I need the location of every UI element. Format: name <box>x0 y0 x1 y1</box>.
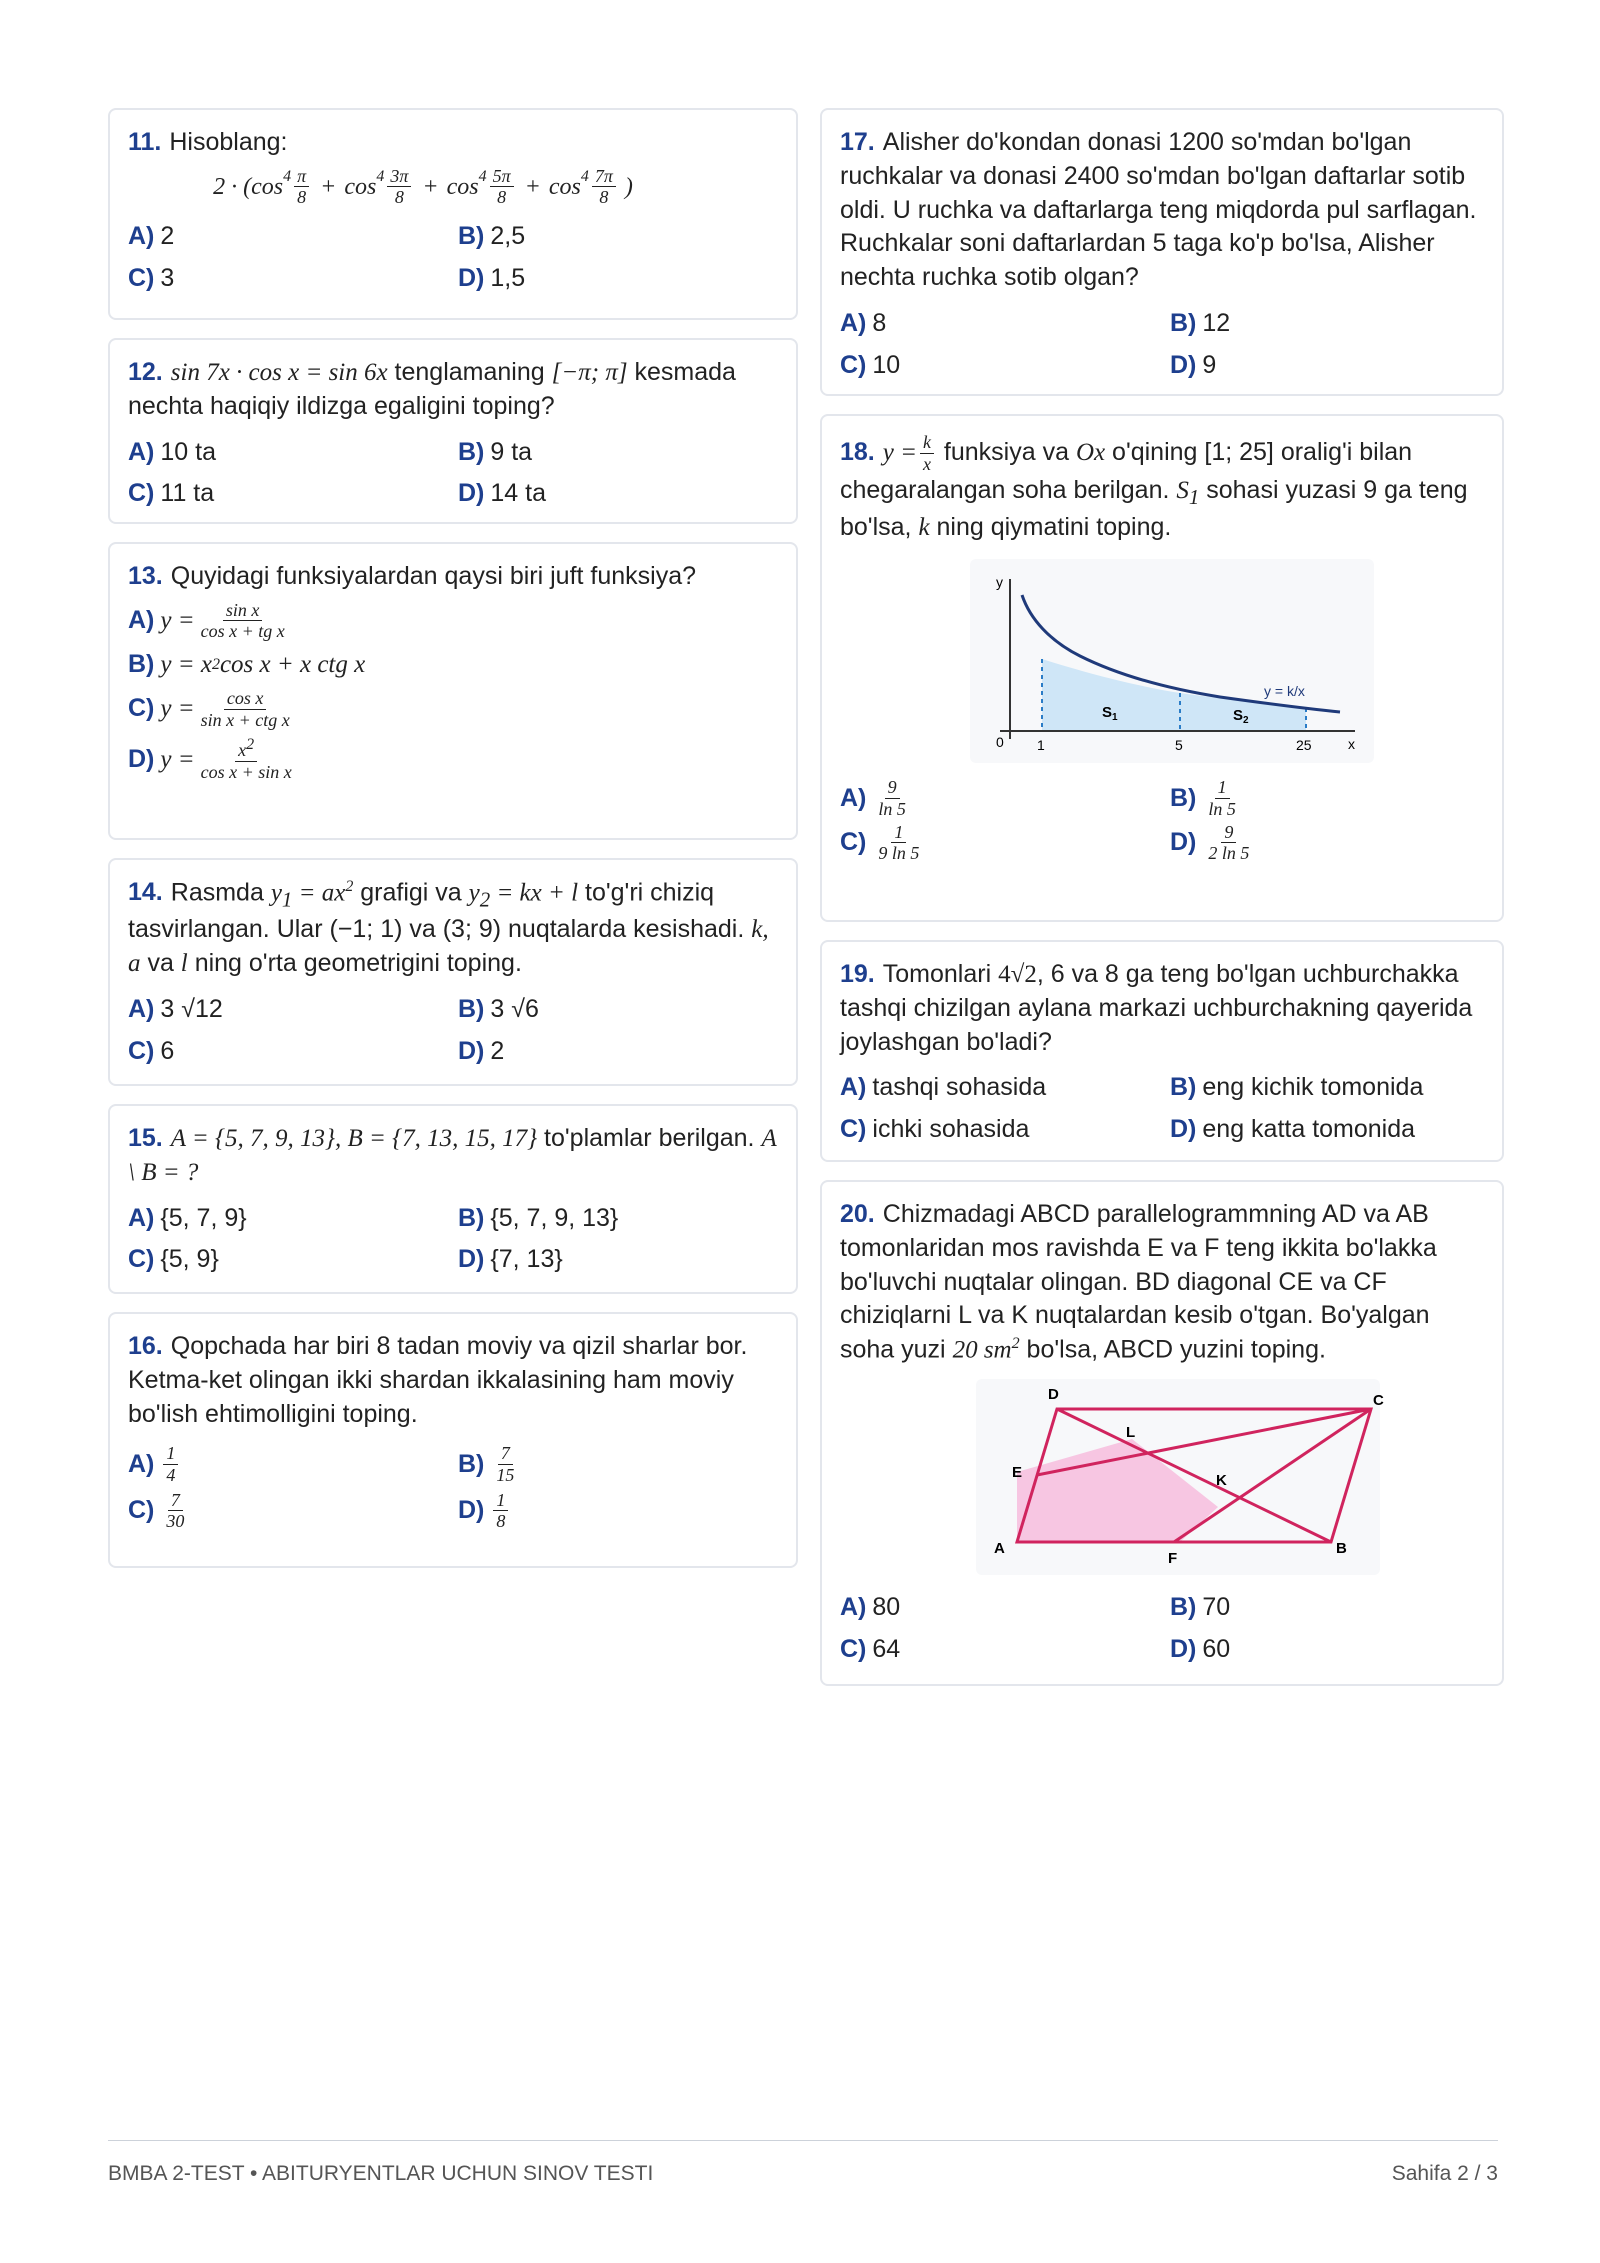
y-axis-label: y <box>996 574 1003 591</box>
question-number: 20. <box>840 1200 875 1228</box>
option-fraction: $\frac{1}{8}$ <box>493 1490 508 1532</box>
option-letter: C) <box>840 350 867 379</box>
option-letter: B) <box>458 222 485 251</box>
option-d[interactable] <box>458 1243 778 1277</box>
formula: 2 · ( cos $^4$ $\frac{\pi}{8}$ + cos $^4$ $\frac{3\pi}{8}$ + cos $^4$ $\frac{5\pi}{8}$ + cos $^4$ $\frac{7\pi}{8}$ ) <box>213 165 633 208</box>
question-14: 14. Rasmda $y_1 = ax^2$ grafigi va $y_2$ = kx + l to'g'ri chiziq tasvirlangan. Ular (−1; 1) va (3; 9) nuqtalarda kesishadi. k, a va l ning o'rta geometrigini toping. A) 3 √12 B) 3 √6 C) 6 D) 2 <box>108 858 798 1086</box>
option-b[interactable] <box>1170 307 1484 341</box>
option-c[interactable] <box>128 1490 458 1532</box>
option-c[interactable] <box>840 1113 1170 1147</box>
point-e: E <box>1012 1464 1023 1482</box>
point-c: C <box>1373 1392 1384 1410</box>
question-15: 15. A = {5, 7, 9, 13}, B = {7, 13, 15, 17} to'plamlar berilgan. A \ B = ? A) {5, 7, 9} B) {5, 7, 9, 13} C) {5, 9} D) {7, 13} <box>108 1104 798 1294</box>
option-letter: C) <box>840 1115 867 1143</box>
question-number: 12. <box>128 358 163 386</box>
question-number: 19. <box>840 960 875 988</box>
option-b[interactable] <box>458 220 778 254</box>
point-l: L <box>1126 1424 1136 1442</box>
answer-options <box>840 1591 1484 1667</box>
option-letter: D) <box>1170 350 1197 379</box>
cos-term: cos $^4$ $\frac{7\pi}{8}$ <box>549 166 619 208</box>
cos-term: cos $^4$ $\frac{\pi}{8}$ <box>251 166 312 208</box>
option-letter: B) <box>458 1203 485 1232</box>
option-letter: C) <box>128 263 155 292</box>
question-number: 16. <box>128 1332 163 1360</box>
option-b[interactable] <box>1170 1591 1484 1625</box>
option-d[interactable] <box>1170 1633 1484 1667</box>
page-footer <box>108 2160 1498 2188</box>
point-k: K <box>1216 1472 1227 1490</box>
option-a[interactable] <box>840 777 1170 819</box>
origin-label: 0 <box>996 734 1004 751</box>
option-value: {5, 7, 9} <box>160 1203 247 1232</box>
option-letter: A) <box>840 308 867 337</box>
question-16 <box>108 1312 798 1568</box>
option-value: ichki sohasida <box>872 1115 1030 1143</box>
option-value: tashqi sohasida <box>872 1073 1047 1102</box>
page-number: Sahifa 2 / 3 <box>1391 2162 1498 2185</box>
option-b[interactable] <box>458 1443 778 1485</box>
option-value: 3 <box>160 263 175 292</box>
option-value: 6 <box>160 1036 175 1065</box>
question-number: 13. <box>128 562 163 590</box>
shaded-region <box>1017 1439 1218 1542</box>
option-c[interactable] <box>128 1035 458 1069</box>
answer-options <box>840 777 1484 864</box>
option-letter: D) <box>458 1245 485 1274</box>
option-b[interactable] <box>458 1202 778 1236</box>
option-letter: A) <box>840 1593 867 1622</box>
option-fraction: $\frac{9}{2 \ln 5}$ <box>1208 821 1250 864</box>
option-letter: B) <box>1170 308 1197 337</box>
option-letter: D) <box>1170 827 1197 856</box>
option-letter: D) <box>458 1495 485 1524</box>
answer-options <box>128 220 778 296</box>
option-value: eng katta tomonida <box>1202 1115 1416 1143</box>
option-value: 1,5 <box>490 263 526 292</box>
option-value: 11 ta <box>160 479 215 508</box>
option-a[interactable] <box>128 436 458 470</box>
option-value: 64 <box>872 1634 901 1663</box>
option-d[interactable] <box>1170 349 1484 383</box>
tick-5: 5 <box>1175 737 1183 754</box>
option-letter: D) <box>458 479 485 508</box>
option-c[interactable]: C) y = $\frac{\text{cos x}}{\text{sin x + ctg x}}$ <box>128 687 290 730</box>
formula-terms: cos $^4$ $\frac{\pi}{8}$ + cos $^4$ $\frac{3\pi}{8}$ + cos $^4$ $\frac{5\pi}{8}$ + cos $^4$ $\frac{7\pi}{8}$ <box>251 166 619 208</box>
answer-options <box>128 1443 778 1532</box>
option-a[interactable] <box>840 1591 1170 1625</box>
option-value: 9 <box>1202 350 1217 379</box>
option-a[interactable] <box>840 307 1170 341</box>
option-letter: B) <box>458 437 485 466</box>
question-number: 14. <box>128 878 163 907</box>
option-value: {7, 13} <box>490 1245 563 1274</box>
option-d[interactable] <box>1170 1113 1484 1147</box>
footer-title: BMBA 2-TEST • ABITURYENTLAR UCHUN SINOV TESTI <box>108 2162 654 2185</box>
question-number: 17. <box>840 128 875 156</box>
question-text: Quyidagi funksiyalardan qaysi biri juft funksiya? <box>170 562 697 590</box>
question-number: 18. <box>840 437 875 466</box>
point-a: A <box>994 1540 1005 1558</box>
option-value: 2 <box>160 222 175 251</box>
option-letter: C) <box>128 1245 155 1274</box>
option-b[interactable]: B) y = x 2 cos x + x ctg x <box>128 650 366 679</box>
question-12: 12. sin 7x · cos x = sin 6x tenglamaning [−π; π] kesmada nechta haqiqiy ildizga egaligini toping? A) 10 ta B) 9 ta C) 11 ta D) 14 ta <box>108 338 798 524</box>
question-text: Hisoblang: <box>169 128 288 156</box>
x-axis-label: x <box>1348 736 1355 753</box>
option-a[interactable] <box>128 1202 458 1236</box>
option-letter: C) <box>128 1036 155 1065</box>
answer-options <box>840 1071 1484 1147</box>
option-letter: B) <box>1170 1593 1197 1622</box>
footer-divider <box>108 2140 1498 2141</box>
option-value: 8 <box>872 308 887 337</box>
option-c[interactable] <box>840 349 1170 383</box>
option-letter: A) <box>128 222 155 251</box>
question-text: Qopchada har biri 8 tadan moviy va qizil sharlar bor. Ketma-ket olingan ikki shardan ikkalasining ham moviy bo'lish ehtimolligini toping. <box>128 1332 748 1428</box>
option-a[interactable]: A) y = $\frac{\text{sin x}}{\text{cos x + tg x}}$ <box>128 599 285 642</box>
option-a[interactable] <box>128 1443 458 1485</box>
option-letter: B) <box>1170 783 1197 812</box>
option-value: 14 ta <box>490 479 546 508</box>
answer-options <box>840 307 1484 383</box>
option-value: 70 <box>1202 1593 1231 1622</box>
option-fraction: $\frac{1}{4}$ <box>163 1443 178 1485</box>
option-fraction: $\frac{7}{30}$ <box>166 1489 185 1532</box>
point-f: F <box>1168 1550 1178 1568</box>
option-letter: A) <box>128 1449 155 1478</box>
question-13 <box>108 542 798 840</box>
option-letter: C) <box>128 479 155 508</box>
answer-options <box>128 436 778 512</box>
option-fraction: $\frac{1}{9 \ln 5}$ <box>878 821 920 864</box>
option-b[interactable] <box>458 436 778 470</box>
option-d[interactable]: D) y = $\frac{x^2}{\text{cos x + sin x}}$ <box>128 736 292 782</box>
curve-label: y = k/x <box>1264 683 1305 700</box>
option-value: 80 <box>872 1593 901 1622</box>
option-letter: B) <box>458 994 485 1023</box>
equation: sin 7x · cos x = sin 6x <box>170 359 388 386</box>
option-value: 10 ta <box>160 437 216 466</box>
option-value: 9 ta <box>490 437 533 466</box>
point-d: D <box>1048 1386 1059 1404</box>
cos-term: cos $^4$ $\frac{3\pi}{8}$ <box>344 166 414 208</box>
option-c[interactable] <box>128 262 458 296</box>
option-b[interactable] <box>1170 777 1484 819</box>
option-letter: A) <box>128 994 155 1023</box>
answer-options <box>128 1202 778 1278</box>
cos-term: cos $^4$ $\frac{5\pi}{8}$ <box>447 166 517 208</box>
question-number: 15. <box>128 1124 163 1152</box>
option-letter: D) <box>1170 1115 1197 1143</box>
point-b: B <box>1336 1540 1347 1558</box>
question-text: Alisher do'kondan donasi 1200 so'mdan bo'lgan ruchkalar va donasi 2400 so'mdan bo'lgan daftarlar sotib oldi. U ruchka va daftarlarga teng miqdorda pul sarflagan. Ruchkalar soni daftarlardan 5 taga ko'p bo'lsa, Alisher nechta ruchka sotib olgan? <box>840 128 1477 291</box>
option-fraction: $\frac{1}{\ln 5}$ <box>1208 777 1236 819</box>
option-a[interactable] <box>128 993 458 1027</box>
option-a[interactable] <box>128 220 458 254</box>
tick-25: 25 <box>1296 737 1312 754</box>
option-d[interactable] <box>1170 822 1484 864</box>
question-17 <box>820 108 1504 396</box>
option-letter: C) <box>840 827 867 856</box>
interval: [−π; π] <box>551 359 628 386</box>
question-11 <box>108 108 798 320</box>
option-c[interactable] <box>128 477 458 511</box>
option-value: {5, 9} <box>160 1245 219 1274</box>
option-a[interactable] <box>840 1071 1170 1105</box>
option-value: 10 <box>872 350 901 379</box>
option-letter: C) <box>840 1634 867 1663</box>
option-value: 3 √6 <box>490 994 539 1023</box>
option-letter: A) <box>840 1073 867 1102</box>
option-value: eng kichik tomonida <box>1202 1073 1424 1102</box>
option-letter: D) <box>458 1036 485 1065</box>
option-value: 60 <box>1202 1634 1231 1663</box>
option-d[interactable] <box>458 1035 778 1069</box>
option-b[interactable] <box>458 993 778 1027</box>
option-d[interactable] <box>458 477 778 511</box>
tick-1: 1 <box>1037 737 1045 754</box>
hyperbola-graph <box>970 559 1374 763</box>
question-18: 18. y = $\frac{k}{x}$ funksiya va Ox o'qining [1; 25] oralig'i bilan chegaralangan soha berilgan. $S_1$ sohasi yuzasi 9 ga teng bo'lsa, k ning qiymatini toping. y x 0 1 5 25 y = k/x $S_1$ $S_2$ A) $\frac{9}{\ln 5}$ B) $\frac{1}{\ln 5}$ C) $\frac{1}{9 \ln 5}$ D) $\frac{9}{2 \ln 5}$ <box>820 414 1504 922</box>
option-value: 2,5 <box>490 222 526 251</box>
option-letter: D) <box>1170 1634 1197 1663</box>
answer-options <box>128 993 778 1069</box>
option-letter: D) <box>458 263 485 292</box>
option-c[interactable] <box>840 822 1170 864</box>
option-value: 12 <box>1202 308 1231 337</box>
s2-label: $S_2$ <box>1233 707 1249 727</box>
option-value: 2 <box>490 1036 505 1065</box>
option-c[interactable] <box>840 1633 1170 1667</box>
option-fraction: $\frac{9}{\ln 5}$ <box>878 777 906 819</box>
option-d[interactable] <box>458 1490 778 1532</box>
option-value: 3 √12 <box>160 994 223 1023</box>
question-number: 11. <box>128 128 162 156</box>
parallelogram-diagram <box>976 1379 1384 1575</box>
option-c[interactable] <box>128 1243 458 1277</box>
option-letter: A) <box>840 783 867 812</box>
question-19: 19. Tomonlari 4√2, 6 va 8 ga teng bo'lgan uchburchakka tashqi chizilgan aylana markazi uchburchakning qayerida joylashgan bo'ladi? A) tashqi sohasida B) eng kichik tomonida C) ichki sohasida D) eng katta tomonida <box>820 940 1504 1162</box>
option-fraction: $\frac{7}{15}$ <box>496 1443 515 1485</box>
option-d[interactable] <box>458 262 778 296</box>
option-value: {5, 7, 9, 13} <box>490 1203 619 1232</box>
s1-label: $S_1$ <box>1102 704 1118 724</box>
option-letter: C) <box>128 1495 155 1524</box>
option-letter: B) <box>1170 1073 1197 1102</box>
option-b[interactable] <box>1170 1071 1484 1105</box>
option-letter: B) <box>458 1449 485 1478</box>
option-letter: A) <box>128 437 155 466</box>
question-20: 20. Chizmadagi ABCD parallelogrammning AD va AB tomonlaridan mos ravishda E va F teng ikkita bo'lakka bo'luvchi nuqtalar olingan. BD diagonal CE va CF chiziqlarni L va K nuqtalardan kesib o'tgan. Bo'yalgan soha yuzi 20 $sm^2$ bo'lsa, ABCD yuzini toping. D C E A F B L K A) 80 B) 70 C) 64 D) 60 <box>820 1180 1504 1686</box>
option-letter: A) <box>128 1203 155 1232</box>
